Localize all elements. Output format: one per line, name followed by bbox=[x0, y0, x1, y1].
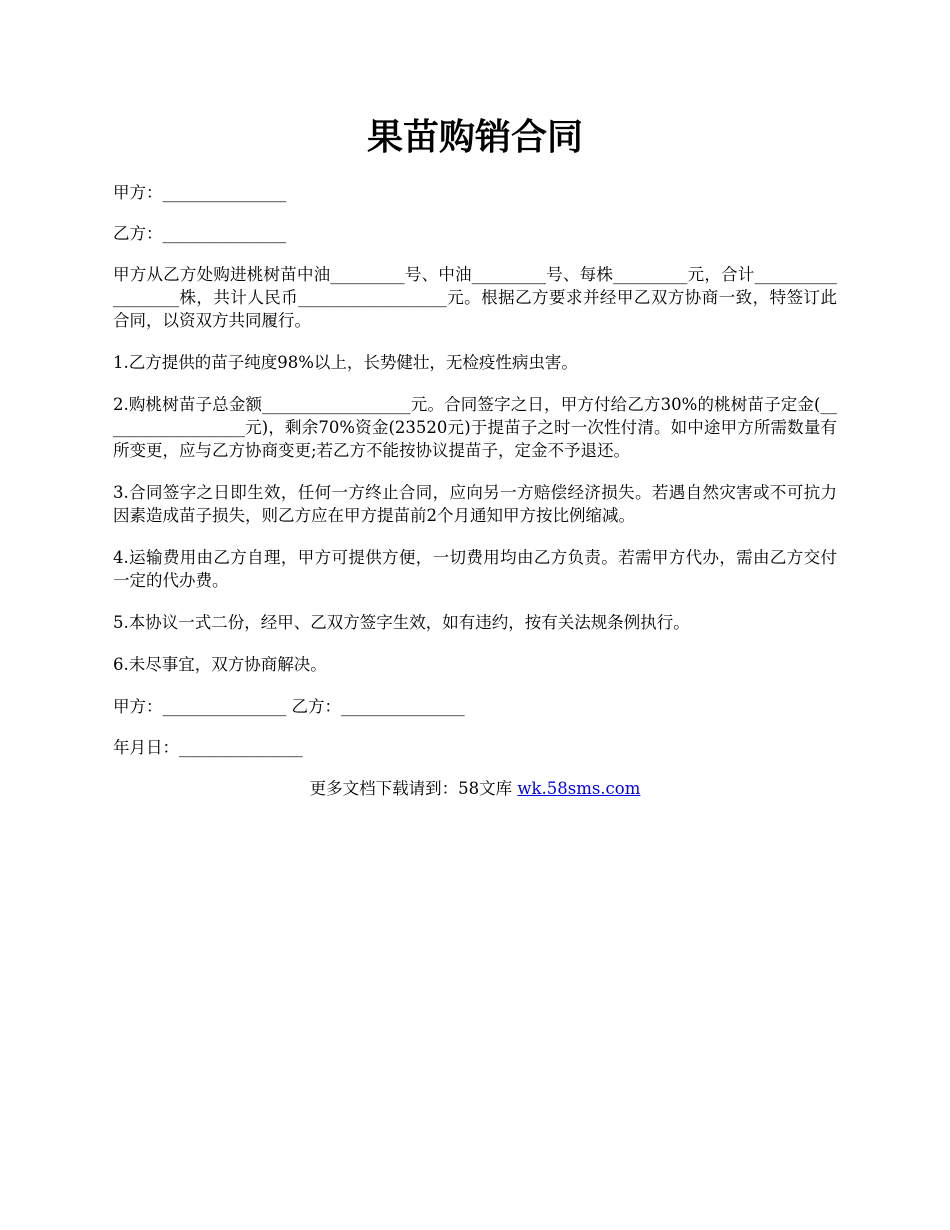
intro-paragraph: 甲方从乙方处购进桃树苗中油_________号、中油_________号、每株_________元，合计__________________株，共计人民币__________________元。根据乙方要求并经甲乙双方协商一致，特签订此合同，以资双方共同履行。 bbox=[113, 265, 837, 330]
party-b-line: 乙方：_______________ bbox=[113, 224, 287, 243]
document-title: 果苗购销合同 bbox=[366, 116, 583, 158]
clause-1: 1.乙方提供的苗子纯度98%以上，长势健壮，无检疫性病虫害。 bbox=[113, 353, 578, 372]
footer-text: 更多文档下载请到：58文库 bbox=[309, 779, 518, 798]
clause-6: 6.未尽事宜，双方协商解决。 bbox=[113, 655, 327, 674]
download-footer bbox=[113, 777, 837, 800]
party-a-line: 甲方：_______________ bbox=[113, 183, 287, 202]
clause-5: 5.本协议一式二份，经甲、乙双方签字生效，如有违约，按有关法规条例执行。 bbox=[113, 613, 690, 632]
signature-line: 甲方：_______________ 乙方：_______________ bbox=[113, 697, 465, 716]
clause-3: 3.合同签字之日即生效，任何一方终止合同，应向另一方赔偿经济损失。若遇自然灾害或不可抗力因素造成苗子损失，则乙方应在甲方提苗前2个月通知甲方按比例缩减。 bbox=[113, 483, 837, 525]
clause-2: 2.购桃树苗子总金额__________________元。合同签字之日，甲方付给乙方30%的桃树苗子定金(__________________元)，剩余70%资金(23520元)于提苗子之时一次性付清。如中途甲方所需数量有所变更，应与乙方协商变更;若乙方不能按协议提苗子，定金不予退还。 bbox=[113, 395, 837, 460]
footer-link[interactable]: wk.58sms.com bbox=[517, 779, 641, 798]
clause-4: 4.运输费用由乙方自理，甲方可提供方便，一切费用均由乙方负责。若需甲方代办，需由乙方交付一定的代办费。 bbox=[113, 548, 837, 590]
date-line: 年月日：_______________ bbox=[113, 738, 303, 757]
